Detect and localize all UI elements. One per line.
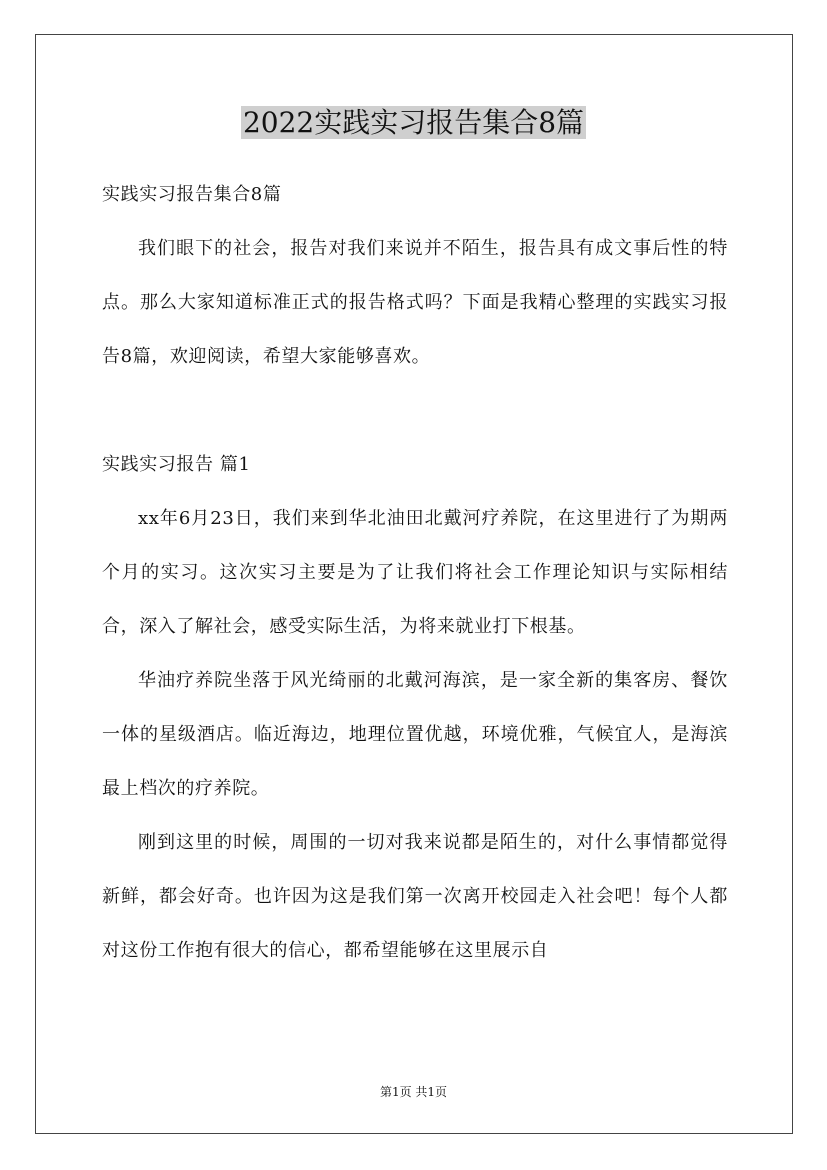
page-footer: 第1页 共1页 xyxy=(379,1085,448,1099)
document-title-text: 2022实践实习报告集合8篇 xyxy=(242,106,585,139)
section-spacer xyxy=(102,384,728,438)
intro-paragraph: 我们眼下的社会，报告对我们来说并不陌生，报告具有成文事后性的特点。那么大家知道标准正式的报告格式吗？下面是我精心整理的实践实习报告8篇，欢迎阅读，希望大家能够喜欢。 xyxy=(102,238,728,367)
document-subtitle: 实践实习报告集合8篇 xyxy=(102,184,282,205)
body-paragraph-1: xx年6月23日，我们来到华北油田北戴河疗养院，在这里进行了为期两个月的实习。这次实习主要是为了让我们将社会工作理论知识与实际相结合，深入了解社会，感受实际生活，为将来就业打下根基。 xyxy=(102,508,728,637)
body-paragraph-3: 刚到这里的时候，周围的一切对我来说都是陌生的，对什么事情都觉得新鲜，都会好奇。也许因为这是我们第一次离开校园走入社会吧！每个人都对这份工作抱有很大的信心，都希望能够在这里展示自 xyxy=(102,832,728,961)
document-body xyxy=(102,168,728,978)
document-title xyxy=(0,104,827,142)
section-heading: 实践实习报告 篇1 xyxy=(102,454,251,475)
body-paragraph-2: 华油疗养院坐落于风光绮丽的北戴河海滨，是一家全新的集客房、餐饮一体的星级酒店。临近海边，地理位置优越，环境优雅，气候宜人，是海滨最上档次的疗养院。 xyxy=(102,670,728,799)
